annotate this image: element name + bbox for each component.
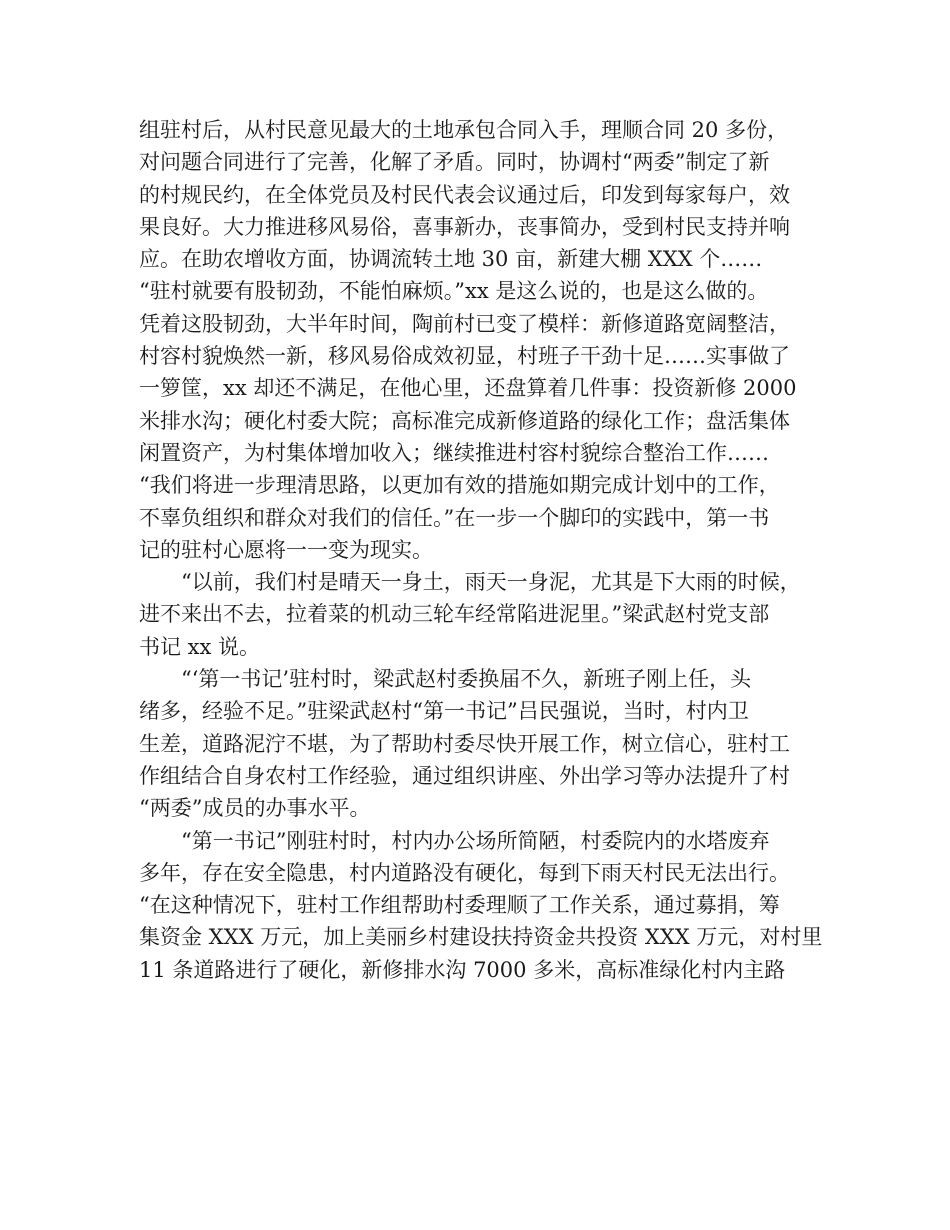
text-line: “以前，我们村是晴天一身土，雨天一身泥，尤其是下大雨的时候， [181, 570, 801, 595]
text-line: 米排水沟；硬化村委大院；高标准完成新修道路的绿化工作；盘活集体 [139, 408, 790, 433]
text-line: 凭着这股韧劲，大半年时间，陶前村已变了模样：新修道路宽阔整洁， [139, 311, 790, 336]
text-line: 对问题合同进行了完善，化解了矛盾。同时，协调村“两委”制定了新 [139, 150, 770, 175]
text-line: 应。在助农增收方面，协调流转土地 30 亩，新建大棚 XXX 个…… [139, 247, 763, 272]
text-line: 村容村貌焕然一新，移风易俗成效初显，村班子干劲十足……实事做了 [139, 344, 790, 369]
text-line: 进不来出不去，拉着菜的机动三轮车经常陷进泥里。”梁武赵村党支部 [139, 602, 770, 627]
text-line: “在这种情况下，驻村工作组帮助村委理顺了工作关系，通过募捐，筹 [139, 893, 780, 918]
text-line: 的村规民约，在全体党员及村民代表会议通过后，印发到每家每户，效 [139, 182, 790, 207]
text-line: 闲置资产，为村集体增加收入；继续推进村容村貌综合整治工作…… [139, 440, 769, 465]
text-line: 绪多，经验不足。”驻梁武赵村“第一书记”吕民强说，当时，村内卫 [139, 699, 749, 724]
text-line: 组驻村后，从村民意见最大的土地承包合同入手，理顺合同 20 多份， [139, 118, 789, 142]
text-line: “我们将进一步理清思路，以更加有效的措施如期完成计划中的工作， [139, 473, 780, 498]
text-line: 集资金 XXX 万元，加上美丽乡村建设扶持资金共投资 XXX 万元，对村里 [139, 925, 823, 950]
text-line: “第一书记”刚驻村时，村内办公场所简陋，村委院内的水塔废弃 [181, 828, 770, 853]
text-line: 作组结合自身农村工作经验，通过组织讲座、外出学习等办法提升了村 [139, 763, 790, 788]
text-line: 书记 xx 说。 [139, 634, 261, 659]
text-line: “两委”成员的办事水平。 [139, 796, 371, 821]
text-line: 多年，存在安全隐患，村内道路没有硬化，每到下雨天村民无法出行。 [139, 860, 790, 885]
document-body [139, 114, 829, 986]
text-line: 生差，道路泥泞不堪，为了帮助村委尽快开展工作，树立信心，驻村工 [139, 731, 790, 756]
text-line: 记的驻村心愿将一一变为现实。 [139, 537, 433, 562]
text-line: 11 条道路进行了硬化，新修排水沟 7000 多米，高标准绿化村内主路 [139, 957, 786, 982]
text-line: 果良好。大力推进移风易俗，喜事新办，丧事简办，受到村民支持并响 [139, 214, 790, 239]
text-line: “‘第一书记’驻村时，梁武赵村委换届不久，新班子刚上任，头 [181, 667, 752, 692]
text-line: 不辜负组织和群众对我们的信任。”在一步一个脚印的实践中，第一书 [139, 505, 770, 530]
text-line: 一箩筐，xx 却还不满足，在他心里，还盘算着几件事：投资新修 2000 [139, 376, 797, 401]
text-line: “驻村就要有股韧劲，不能怕麻烦。”xx 是这么说的，也是这么做的。 [139, 279, 769, 304]
